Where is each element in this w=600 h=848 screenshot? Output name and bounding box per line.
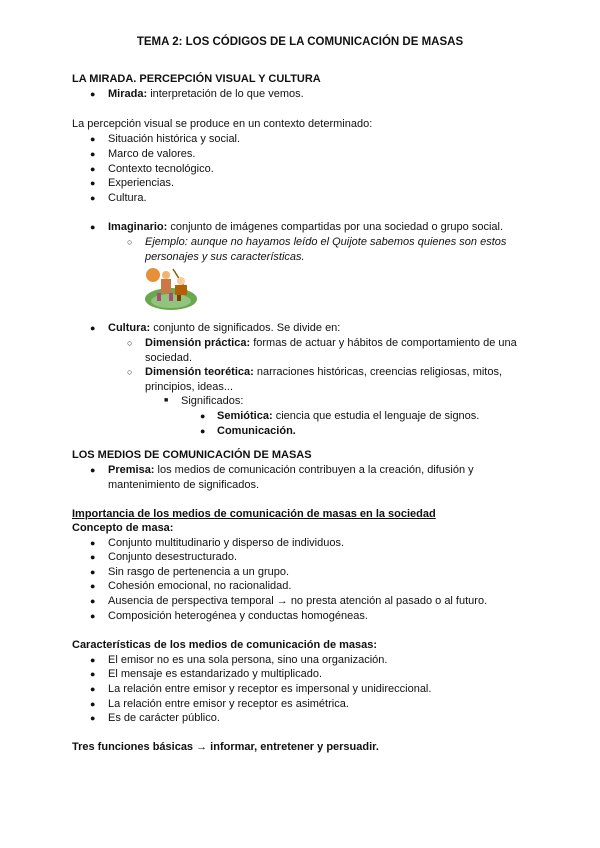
bullet-icon: ● — [90, 149, 96, 159]
bullet-icon: ● — [90, 323, 96, 333]
sub-item-cont: principios, ideas... — [145, 381, 234, 393]
list-item: La relación entre emisor y receptor es asimétrica. — [108, 698, 349, 710]
list-item: Ausencia de perspectiva temporal → no presta atención al pasado o al futuro. — [108, 595, 488, 607]
bullet-icon: ● — [90, 193, 96, 203]
paragraph: La percepción visual se produce en un contexto determinado: — [72, 118, 373, 130]
list-item: Imaginario: conjunto de imágenes compartidas por una sociedad o grupo social. — [108, 221, 504, 233]
bullet-icon: ● — [90, 596, 96, 606]
bullet-icon: ● — [90, 684, 96, 694]
sub-item: Dimensión práctica: formas de actuar y hábitos de comportamiento de una — [145, 337, 517, 349]
section-heading-medios: LOS MEDIOS DE COMUNICACIÓN DE MASAS — [72, 449, 312, 461]
list-item: Conjunto desestructurado. — [108, 551, 238, 563]
document-title: TEMA 2: LOS CÓDIGOS DE LA COMUNICACIÓN DE MASAS — [136, 36, 464, 48]
bullet-icon: ● — [90, 699, 96, 709]
bullet-icon: ● — [90, 581, 96, 591]
bullet-icon: ● — [90, 611, 96, 621]
bullet-icon: ● — [90, 655, 96, 665]
list-item: Premisa: los medios de comunicación contribuyen a la creación, difusión y — [108, 464, 474, 476]
subheading-caracteristicas: Características de los medios de comunicación de masas: — [72, 639, 378, 651]
list-item: Cohesión emocional, no racionalidad. — [108, 580, 292, 592]
bullet-icon: ● — [90, 164, 96, 174]
sub-sub-sub-item: Comunicación. — [217, 425, 296, 437]
funciones-line: Tres funciones básicas → informar, entretener y persuadir. — [72, 741, 379, 753]
list-item-cont: mantenimiento de significados. — [108, 479, 260, 491]
subheading-concepto: Concepto de masa: — [72, 522, 174, 534]
list-item: Contexto tecnológico. — [108, 163, 214, 175]
sub-item: Dimensión teorética: narraciones históricas, creencias religiosas, mitos, — [145, 366, 503, 378]
sub-sub-sub-item: Semiótica: ciencia que estudia el lenguaje de signos. — [217, 410, 480, 422]
list-item: Situación histórica y social. — [108, 133, 241, 145]
example-line: Ejemplo: aunque no hayamos leído el Quijote sabemos quienes son estos — [145, 236, 507, 248]
bullet-icon: ● — [90, 222, 96, 232]
bullet-icon: ● — [90, 669, 96, 679]
list-item: Experiencias. — [108, 177, 175, 189]
list-item: Mirada: interpretación de lo que vemos. — [108, 88, 304, 100]
circle-bullet-icon: ○ — [127, 338, 133, 348]
bullet-icon: ● — [90, 713, 96, 723]
bullet-icon: ● — [90, 465, 96, 475]
list-item: Composición heterogénea y conductas homogéneas. — [108, 610, 368, 622]
circle-bullet-icon: ○ — [127, 237, 133, 247]
list-item: Marco de valores. — [108, 148, 196, 160]
bullet-icon: ● — [200, 426, 206, 436]
quijote-illustration — [143, 265, 199, 311]
circle-bullet-icon: ○ — [127, 367, 133, 377]
square-bullet-icon: ■ — [164, 397, 169, 404]
example-line: personajes y sus características. — [145, 251, 305, 263]
bullet-icon: ● — [90, 552, 96, 562]
section-heading-mirada: LA MIRADA. PERCEPCIÓN VISUAL Y CULTURA — [72, 73, 321, 85]
list-item: El mensaje es estandarizado y multiplicado. — [108, 668, 323, 680]
sub-item-cont: sociedad. — [145, 352, 193, 364]
list-item: Es de carácter público. — [108, 712, 220, 724]
list-item: Conjunto multitudinario y disperso de individuos. — [108, 537, 345, 549]
list-item: El emisor no es una sola persona, sino una organización. — [108, 654, 388, 666]
list-item: Cultura: conjunto de significados. Se divide en: — [108, 322, 341, 334]
bullet-icon: ● — [90, 89, 96, 99]
list-item: La relación entre emisor y receptor es impersonal y unidireccional. — [108, 683, 432, 695]
bullet-icon: ● — [90, 538, 96, 548]
bullet-icon: ● — [90, 178, 96, 188]
sub-sub-item: Significados: — [181, 395, 244, 407]
bullet-icon: ● — [90, 567, 96, 577]
subheading-importancia: Importancia de los medios de comunicación de masas en la sociedad — [72, 508, 436, 520]
bullet-icon: ● — [200, 411, 206, 421]
bullet-icon: ● — [90, 134, 96, 144]
list-item: Sin rasgo de pertenencia a un grupo. — [108, 566, 290, 578]
list-item: Cultura. — [108, 192, 147, 204]
